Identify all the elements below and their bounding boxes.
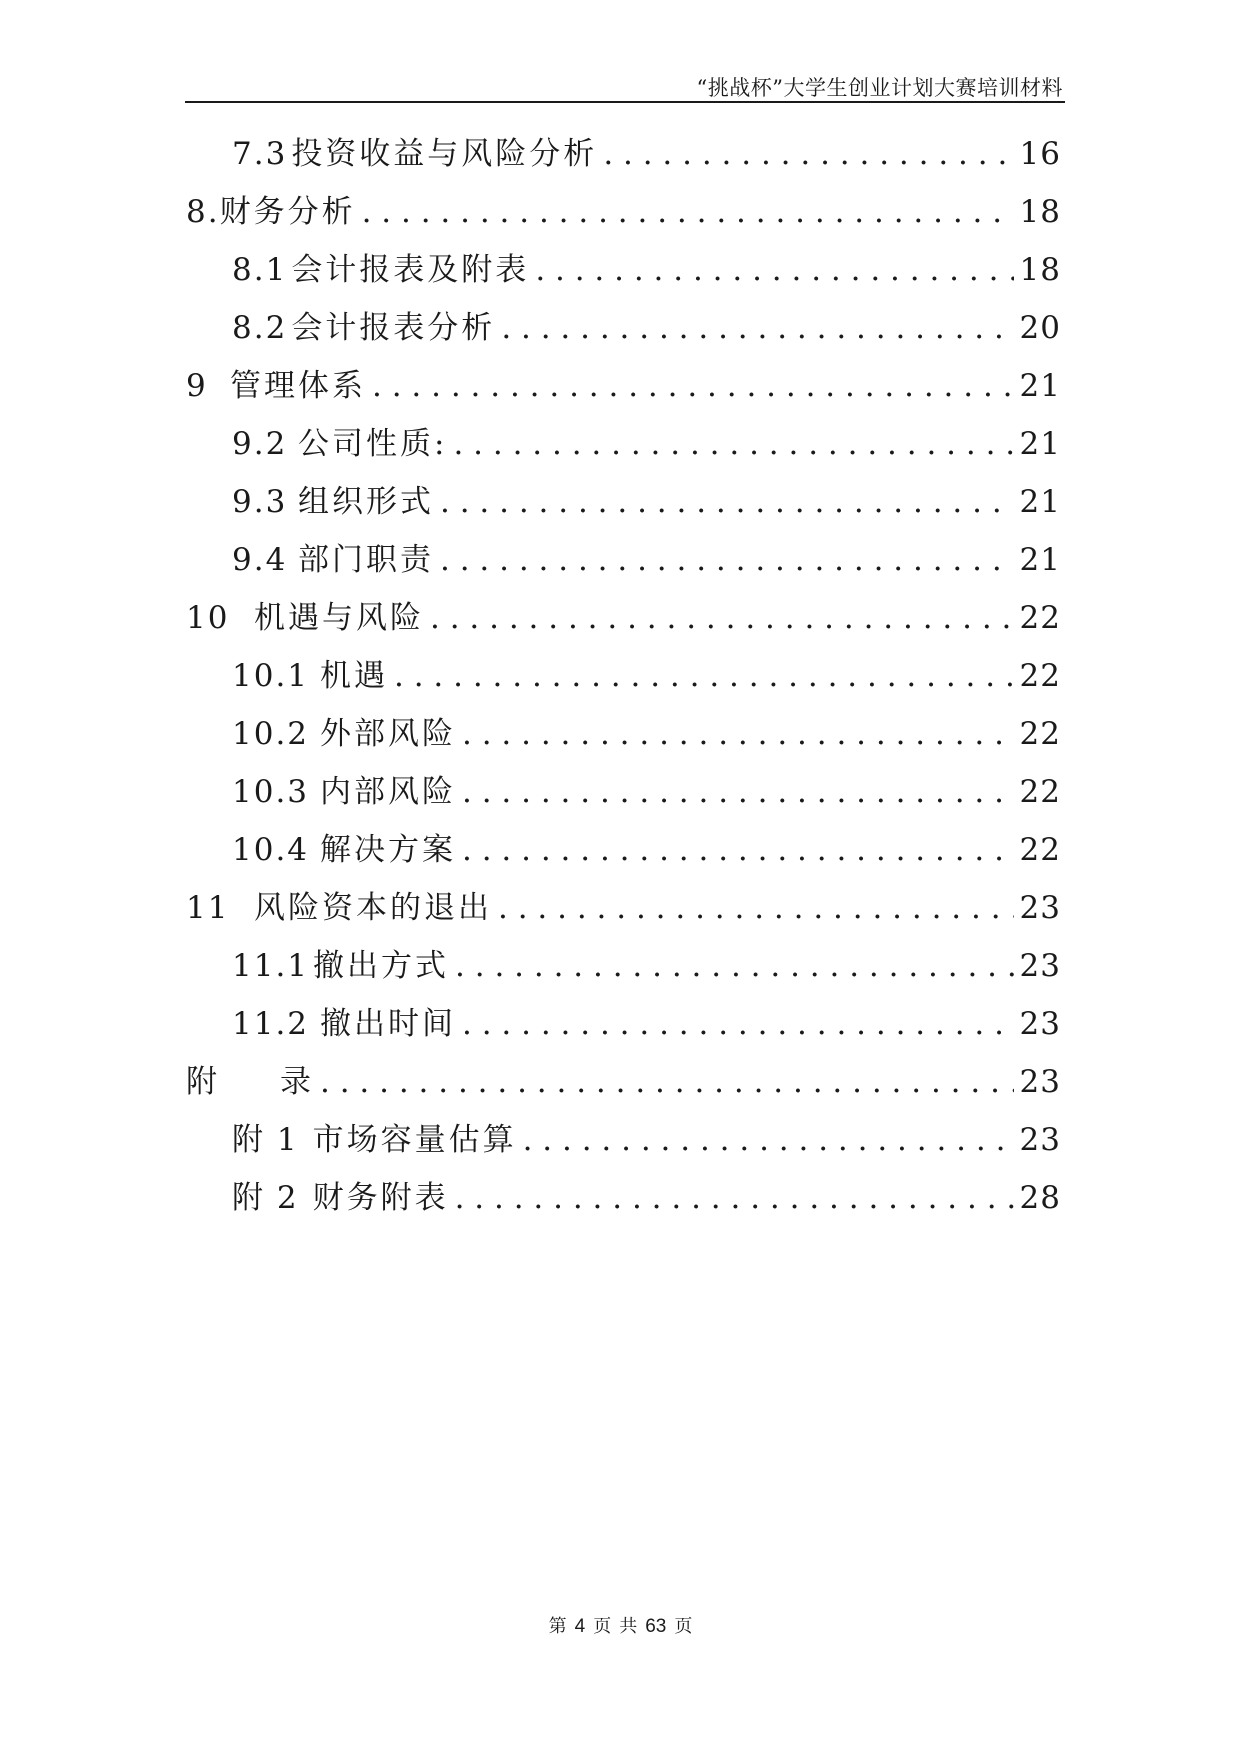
toc-entry-number: 10.3 — [232, 774, 310, 810]
toc-dot-leader — [453, 422, 1013, 466]
toc-entry[interactable] — [186, 190, 1061, 234]
footer-total-pages: 63 — [645, 1616, 667, 1637]
toc-dot-leader — [603, 132, 1013, 176]
toc-entry-number: 9.4 — [232, 542, 288, 578]
toc-entry[interactable] — [232, 248, 1061, 292]
toc-entry-number: 附 1 — [232, 1122, 299, 1158]
toc-dot-leader — [462, 1002, 1014, 1046]
toc-entry-title: 录 — [280, 1064, 314, 1100]
toc-entry-title: 市场容量估算 — [312, 1122, 517, 1158]
toc-dot-leader — [535, 248, 1013, 292]
toc-entry-number: 10.4 — [232, 832, 310, 868]
toc-entry-title: 会计报表及附表 — [291, 252, 530, 288]
toc-entry-page: 22 — [1019, 600, 1061, 636]
toc-entry-page: 20 — [1019, 310, 1061, 346]
footer-total-prefix: 共 — [619, 1616, 638, 1637]
toc-entry-page: 22 — [1019, 774, 1061, 810]
toc-entry-title: 财务附表 — [312, 1180, 449, 1216]
toc-entry-title: 公司性质: — [298, 426, 448, 462]
toc-entry-page: 21 — [1019, 368, 1061, 404]
toc-entry[interactable] — [232, 1002, 1061, 1046]
toc-entry[interactable] — [186, 886, 1061, 930]
toc-entry-number: 10.1 — [232, 658, 310, 694]
toc-entry-title: 内部风险 — [320, 774, 456, 810]
toc-entry-number: 11 — [186, 890, 230, 926]
footer-current-page: 4 — [574, 1616, 586, 1637]
toc-entry[interactable] — [232, 422, 1061, 466]
toc-dot-leader — [362, 190, 1014, 234]
toc-entry-page: 23 — [1019, 1064, 1061, 1100]
footer-suffix: 页 — [674, 1616, 693, 1637]
toc-entry-number: 9.2 — [232, 426, 288, 462]
toc-dot-leader — [455, 944, 1014, 988]
toc-entry-page: 22 — [1019, 716, 1061, 752]
toc-entry-title: 组织形式 — [298, 484, 434, 520]
toc-entry[interactable] — [186, 1060, 1061, 1104]
toc-entry[interactable] — [232, 306, 1061, 350]
toc-entry-title: 管理体系 — [230, 368, 366, 404]
toc-entry-number: 附 2 — [232, 1180, 299, 1216]
toc-entry-page: 23 — [1019, 1122, 1061, 1158]
toc-dot-leader — [462, 712, 1014, 756]
toc-entry-page: 21 — [1019, 484, 1061, 520]
toc-dot-leader — [394, 654, 1014, 698]
toc-dot-leader — [523, 1118, 1014, 1162]
toc-dot-leader — [372, 364, 1014, 408]
toc-entry-title: 撤出方式 — [313, 948, 450, 984]
toc-entry[interactable] — [232, 712, 1061, 756]
toc-entry-page: 22 — [1019, 832, 1061, 868]
toc-entry-title: 机遇 — [320, 658, 388, 694]
toc-entry-number: 11.2 — [232, 1006, 310, 1042]
toc-dot-leader — [462, 828, 1014, 872]
toc-entry-page: 16 — [1019, 136, 1061, 172]
toc-entry[interactable] — [232, 538, 1061, 582]
toc-entry-title: 投资收益与风险分析 — [291, 136, 598, 172]
toc-dot-leader — [320, 1060, 1014, 1104]
toc-entry-title: 机遇与风险 — [254, 600, 424, 636]
toc-dot-leader — [498, 886, 1014, 930]
toc-entry-number: 8. — [186, 194, 220, 230]
toc-dot-leader — [440, 480, 1014, 524]
toc-dot-leader — [455, 1176, 1014, 1220]
toc-entry-title: 外部风险 — [320, 716, 456, 752]
toc-entry[interactable] — [186, 364, 1061, 408]
toc-entry-title: 撤出时间 — [320, 1006, 456, 1042]
toc-entry-page: 23 — [1019, 1006, 1061, 1042]
toc-entry-page: 23 — [1019, 948, 1061, 984]
footer-page-word: 页 — [593, 1616, 612, 1637]
footer-prefix: 第 — [548, 1616, 567, 1637]
toc-entry-title: 部门职责 — [298, 542, 434, 578]
toc-entry-page: 18 — [1019, 194, 1061, 230]
toc-entry[interactable] — [232, 944, 1061, 988]
toc-entry[interactable] — [232, 770, 1061, 814]
toc-entry-number: 8.1 — [232, 252, 288, 288]
toc-entry[interactable] — [232, 654, 1061, 698]
toc-dot-leader — [501, 306, 1013, 350]
toc-entry-page: 18 — [1019, 252, 1061, 288]
toc-entry-number: 9.3 — [232, 484, 288, 520]
toc-entry-number: 11.1 — [232, 948, 310, 984]
page-header-title: “挑战杯”大学生创业计划大赛培训材料 — [696, 76, 1063, 100]
toc-dot-leader — [440, 538, 1014, 582]
toc-entry-title: 财务分析 — [219, 194, 356, 230]
toc-entry-number: 9 — [186, 368, 208, 404]
toc-entry[interactable] — [232, 132, 1061, 176]
page-footer — [0, 1612, 1241, 1638]
toc-entry[interactable] — [186, 596, 1061, 640]
toc-dot-leader — [430, 596, 1014, 640]
toc-dot-leader — [462, 770, 1014, 814]
toc-entry[interactable] — [232, 480, 1061, 524]
toc-entry-page: 23 — [1019, 890, 1061, 926]
toc-entry-page: 22 — [1019, 658, 1061, 694]
toc-entry-title: 风险资本的退出 — [254, 890, 492, 926]
toc-entry-number: 10 — [186, 600, 230, 636]
toc-entry-page: 21 — [1019, 542, 1061, 578]
toc-entry-page: 21 — [1019, 426, 1061, 462]
toc-entry-title: 会计报表分析 — [291, 310, 496, 346]
toc-entry-number: 附 — [186, 1064, 219, 1100]
toc-entry-number: 8.2 — [232, 310, 288, 346]
toc-entry[interactable] — [232, 828, 1061, 872]
toc-entry-number: 7.3 — [232, 136, 288, 172]
toc-entry-page: 28 — [1019, 1180, 1061, 1216]
toc-entry[interactable] — [232, 1118, 1061, 1162]
toc-entry[interactable] — [232, 1176, 1061, 1220]
toc-entry-title: 解决方案 — [320, 832, 456, 868]
toc-entry-number: 10.2 — [232, 716, 310, 752]
